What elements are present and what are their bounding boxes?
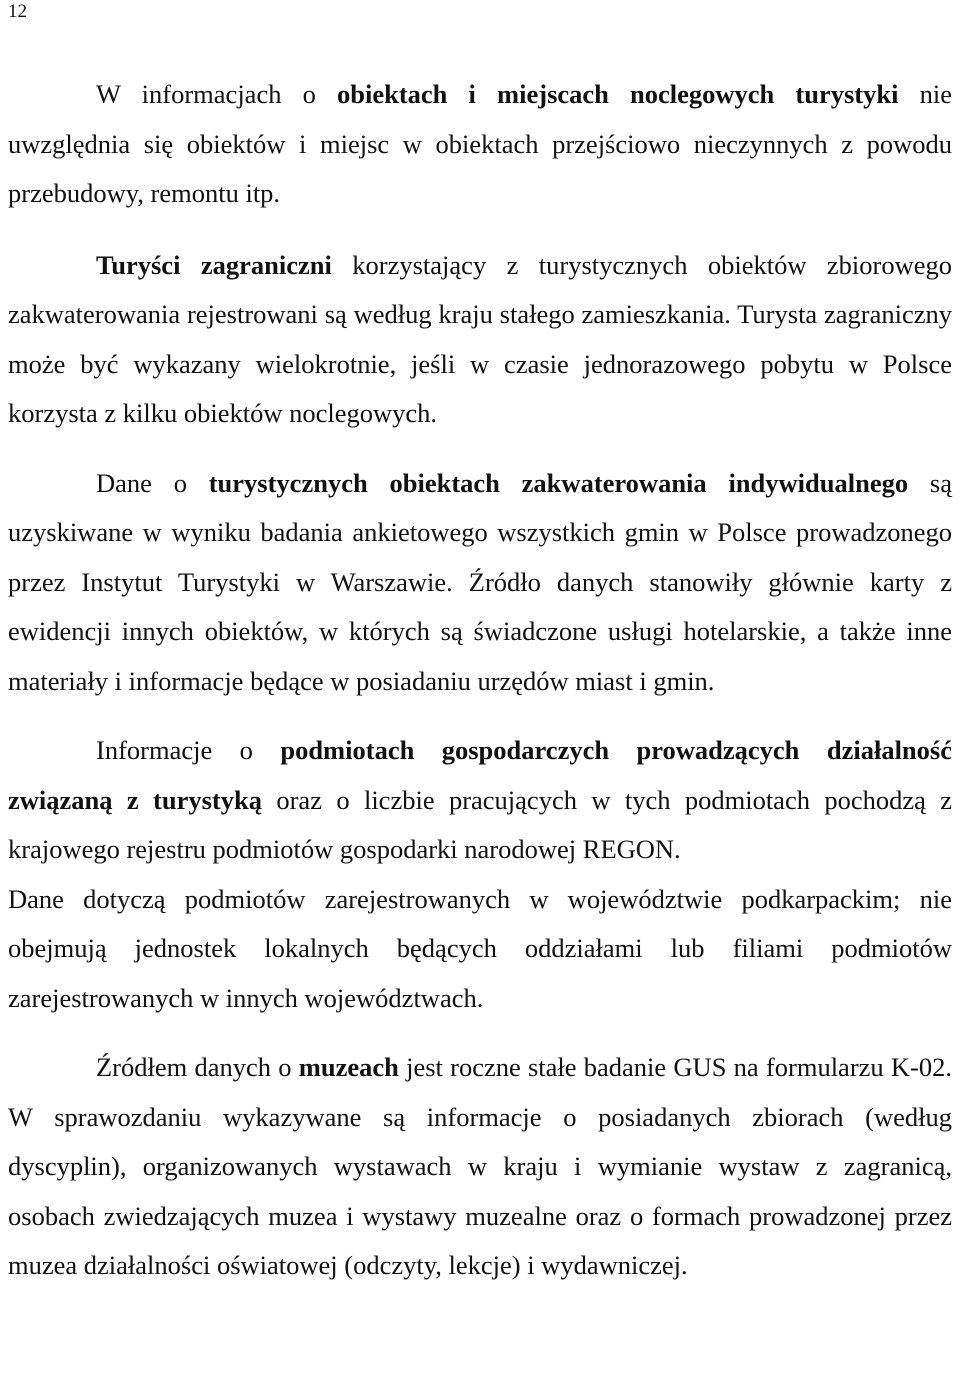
paragraph-text: są uzyskiwane w wyniku badania ankietowego wszystkich gmin w Polsce prowadzonego przez Instytut Turystyki w Warszawie. Źródło danych stanowiły głównie karty z ewidencji innych obiektów, w których są świadczone usługi hotelarskie, a także inne materiały i informacje będące w posiadaniu urzędów miast i gmin.: [8, 467, 952, 696]
paragraph-text: W informacjach o: [96, 79, 337, 109]
paragraph-text: Źródłem danych o: [96, 1052, 299, 1082]
paragraph-accommodation-exclusions: [8, 70, 952, 219]
paragraph-museums: [8, 1043, 952, 1291]
bold-term: muzeach: [298, 1052, 399, 1082]
paragraph-text: jest roczne stałe badanie GUS na formularzu K-02. W sprawozdaniu wykazywane są informacje o posiadanych zbiorach (według dyscyplin), organizowanych wystawach w kraju i wymianie wystaw z zagranicą, osobach zwiedzających muzea i wystawy muzealne oraz o formach prowadzonej przez muzea działalności oświatowej (odczyty, lekcje) i wydawniczej.: [8, 1052, 952, 1280]
paragraph-individual-accommodation: [8, 459, 952, 707]
paragraph-text: korzystający z turystycznych obiektów zbiorowego zakwaterowania rejestrowani są według kraju stałego zamieszkania. Turysta zagraniczny może być wykazany wielokrotnie, jeśli w czasie jednorazowego pobytu w Polsce korzysta z kilku obiektów noclegowych.: [8, 249, 952, 428]
paragraph-text: oraz o liczbie pracujących w tych podmiotach pochodzą z krajowego rejestru podmiotów gospodarki narodowej REGON.: [8, 784, 952, 864]
bold-term: podmiotach gospodarczych prowadzących działalność związaną z turystyką: [8, 735, 952, 815]
paragraph-business-scope: [8, 875, 952, 1024]
bold-term: Turyści zagraniczni: [96, 249, 332, 280]
paragraph-foreign-tourists: [8, 241, 952, 439]
paragraph-text: Informacje o: [96, 735, 281, 765]
document-body: [8, 70, 952, 1291]
paragraph-business-entities: [8, 726, 952, 875]
paragraph-text: Dane dotyczą podmiotów zarejestrowanych w województwie podkarpackim; nie obejmują jednostek lokalnych będących oddziałami lub filiami podmiotów zarejestrowanych w innych województwach.: [8, 883, 952, 1013]
page-number: 12: [8, 1, 27, 22]
paragraph-text: nie uwzględnia się obiektów i miejsc w obiektach przejściowo nieczynnych z powodu przebudowy, remontu itp.: [8, 79, 953, 208]
bold-term: obiektach i miejscach noclegowych turystyki: [336, 79, 899, 109]
bold-term: turystycznych obiektach zakwaterowania indywidualnego: [208, 467, 909, 498]
paragraph-text: Dane o: [96, 467, 209, 498]
